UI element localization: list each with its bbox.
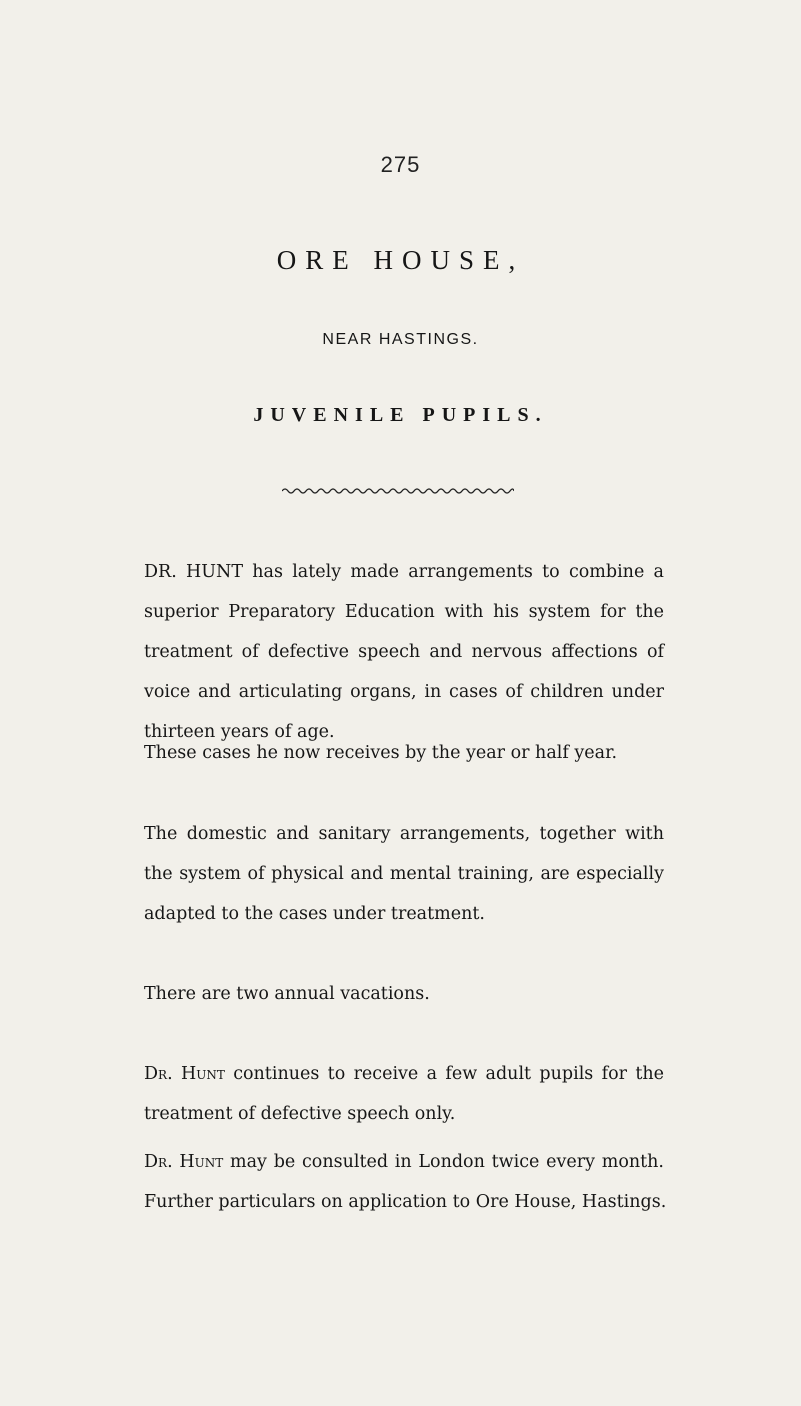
page-title: ORE HOUSE, (276, 245, 525, 275)
text-line: adapted to the cases under treatment. (144, 904, 485, 924)
text-line: superior Preparatory Education with his system for the (144, 602, 664, 622)
text-line: the system of physical and mental training, are especially (144, 864, 664, 884)
doctor-name: Dr. Hunt (144, 1064, 225, 1084)
text-line: The domestic and sanitary arrangements, together with (144, 824, 664, 844)
page-number: 275 (380, 152, 421, 177)
text-line: voice and articulating organs, in cases of children under (144, 682, 664, 702)
text-line: DR. HUNT has lately made arrangements to combine a (144, 562, 664, 582)
text-line: Further particulars on application to Ore House, Hastings. (144, 1192, 667, 1212)
paragraph-intro (144, 552, 664, 752)
text-line: There are two annual vacations. (144, 984, 430, 1004)
text-line: treatment of defective speech only. (144, 1104, 456, 1124)
paragraph-adult-pupils (144, 1054, 664, 1134)
text-line: treatment of defective speech and nervous affections of (144, 642, 664, 662)
text-line (144, 1142, 664, 1182)
section-heading: JUVENILE PUPILS. (253, 404, 548, 426)
paragraph-vacations (144, 974, 664, 1014)
text-line-rest: may be consulted in London twice every month. (230, 1152, 664, 1172)
paragraph-arrangements (144, 814, 664, 934)
page-subtitle: NEAR HASTINGS. (322, 331, 479, 348)
text-line: These cases he now receives by the year or half year. (144, 743, 618, 763)
doctor-name: Dr. Hunt (144, 1152, 224, 1172)
text-line-rest: continues to receive a few adult pupils for the (233, 1064, 664, 1084)
paragraph-admission (144, 733, 664, 773)
paragraph-consultation (144, 1142, 667, 1222)
text-line: thirteen years of age. (144, 722, 335, 742)
text-line (144, 1054, 664, 1094)
wavy-divider (282, 486, 514, 496)
